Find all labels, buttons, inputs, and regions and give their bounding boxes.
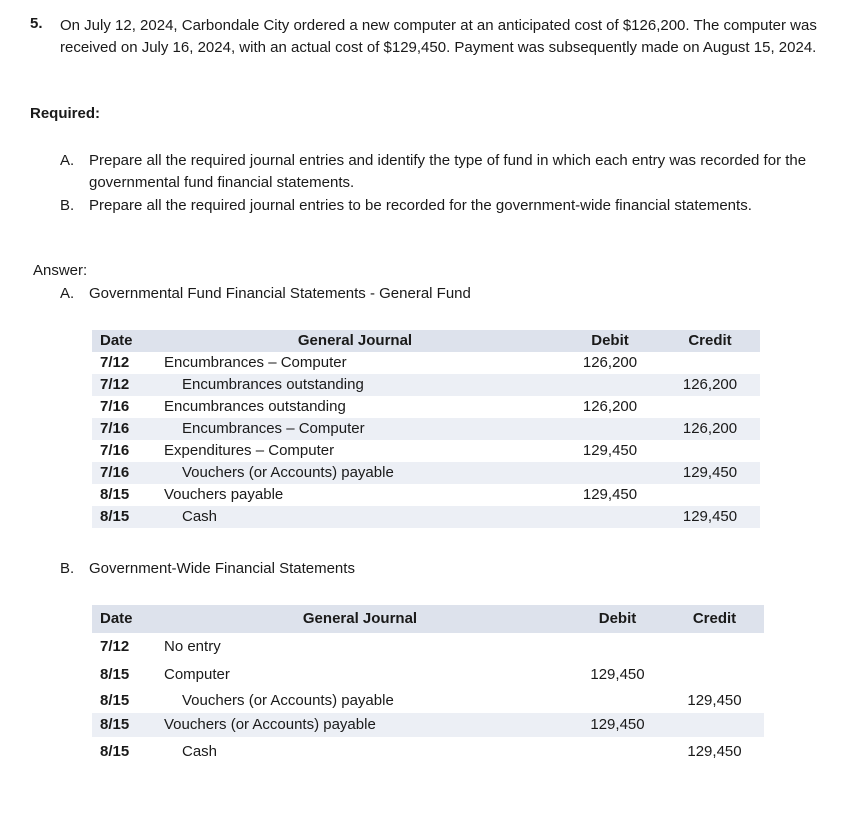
required-item-letter: A. [60, 152, 75, 169]
credit-header: Credit [692, 610, 737, 627]
entry-credit: 129,450 [682, 508, 738, 525]
entry-credit [665, 633, 764, 661]
table-header-row [92, 330, 760, 352]
government-wide-journal-table [92, 605, 764, 767]
table-row [92, 396, 760, 418]
required-item-text: Prepare all the required journal entries to be recorded for the government-wide financial statements. [89, 197, 752, 214]
entry-date: 7/16 [100, 420, 130, 437]
date-header: Date [100, 332, 133, 349]
section-title: Governmental Fund Financial Statements - General Fund [89, 285, 471, 302]
credit-header: Credit [688, 332, 732, 349]
entry-date: 7/12 [100, 376, 130, 393]
table-row [92, 374, 760, 396]
entry-account: No entry [164, 638, 221, 655]
entry-credit: 129,450 [687, 692, 742, 709]
governmental-journal-table [92, 330, 760, 528]
required-item-b [60, 195, 820, 239]
entry-date: 7/16 [100, 464, 130, 481]
debit-header: Debit [591, 332, 629, 349]
table-row [92, 352, 760, 374]
section-a-title [60, 285, 471, 302]
table-row [92, 661, 764, 689]
table-row [92, 484, 760, 506]
entry-account: Cash [182, 743, 218, 760]
section-title: Government-Wide Financial Statements [89, 560, 355, 577]
entry-account: Encumbrances – Computer [182, 420, 365, 437]
entry-debit [570, 737, 665, 767]
entry-date: 8/15 [100, 486, 130, 503]
entry-account: Vouchers (or Accounts) payable [164, 716, 376, 733]
entry-debit [560, 374, 660, 396]
required-item-text: Prepare all the required journal entries and identify the type of fund in which each entry was recorded for the governmental fund financial statements. [89, 152, 807, 191]
entry-debit: 129,450 [582, 442, 638, 459]
section-b-title [60, 560, 355, 577]
entry-debit: 129,450 [590, 716, 645, 733]
entry-account: Cash [182, 508, 218, 525]
entry-account: Computer [164, 666, 230, 683]
entry-credit [660, 440, 760, 462]
entry-account: Expenditures – Computer [164, 442, 335, 459]
required-heading: Required: [30, 105, 101, 122]
section-letter: B. [60, 560, 75, 577]
entry-date: 8/15 [100, 692, 130, 709]
entry-debit [560, 418, 660, 440]
problem-text: On July 12, 2024, Carbondale City ordered a new computer at an anticipated cost of $126,200. The computer was received on July 16, 2024, with an actual cost of $129,450. Payment was subsequently made on August 15, 2024. [60, 17, 817, 56]
table-row [92, 737, 764, 767]
entry-debit: 126,200 [582, 354, 638, 371]
journal-header: General Journal [297, 332, 413, 349]
table-row [92, 440, 760, 462]
table-row [92, 418, 760, 440]
entry-debit: 126,200 [582, 398, 638, 415]
answer-label: Answer: [33, 262, 88, 279]
entry-credit [665, 661, 764, 689]
entry-debit [560, 462, 660, 484]
entry-date: 8/15 [100, 666, 130, 683]
section-letter: A. [60, 285, 75, 302]
table-row [92, 713, 764, 737]
table-row [92, 506, 760, 528]
entry-credit: 126,200 [682, 420, 738, 437]
required-item-a [60, 150, 820, 194]
entry-date: 8/15 [100, 508, 130, 525]
date-header: Date [100, 610, 133, 627]
entry-date: 7/12 [100, 638, 130, 655]
entry-debit [560, 506, 660, 528]
entry-account: Vouchers (or Accounts) payable [182, 464, 394, 481]
journal-header: General Journal [302, 610, 418, 627]
table-row [92, 633, 764, 661]
entry-date: 7/16 [100, 442, 130, 459]
entry-credit: 129,450 [682, 464, 738, 481]
entry-account: Encumbrances outstanding [182, 376, 364, 393]
entry-credit [660, 484, 760, 506]
entry-date: 7/16 [100, 398, 130, 415]
entry-date: 8/15 [100, 743, 130, 760]
entry-debit [570, 689, 665, 713]
entry-credit [660, 352, 760, 374]
entry-date: 7/12 [100, 354, 130, 371]
entry-credit [665, 713, 764, 737]
entry-credit: 129,450 [687, 743, 742, 760]
table-header-row [92, 605, 764, 633]
entry-account: Vouchers payable [164, 486, 284, 503]
entry-debit [570, 633, 665, 661]
entry-credit [660, 396, 760, 418]
entry-date: 8/15 [100, 716, 130, 733]
debit-header: Debit [598, 610, 637, 627]
table-row [92, 689, 764, 713]
entry-account: Encumbrances – Computer [164, 354, 347, 371]
required-item-letter: B. [60, 197, 75, 214]
problem-number: 5. [30, 15, 43, 32]
entry-credit: 126,200 [682, 376, 738, 393]
entry-account: Vouchers (or Accounts) payable [182, 692, 394, 709]
entry-debit: 129,450 [590, 666, 645, 683]
entry-debit: 129,450 [582, 486, 638, 503]
table-row [92, 462, 760, 484]
entry-account: Encumbrances outstanding [164, 398, 346, 415]
